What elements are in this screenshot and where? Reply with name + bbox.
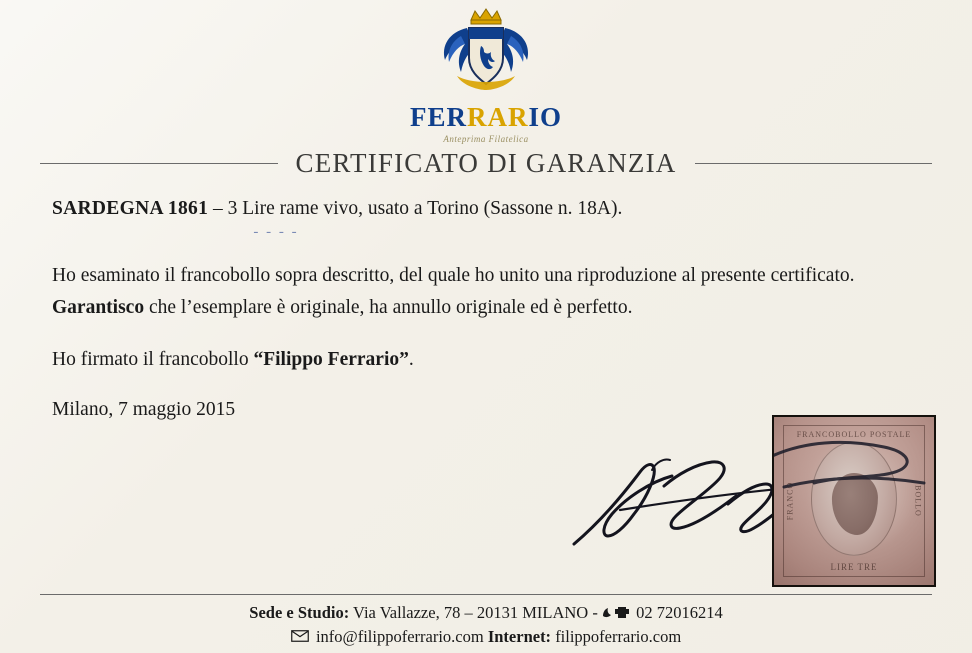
heraldic-crest-icon — [431, 6, 541, 102]
guarantee-text: che l’esemplare è originale, ha annullo originale ed è perfetto. — [144, 297, 633, 318]
place-and-date: Milano, 7 maggio 2015 — [52, 399, 236, 421]
stamp-text-top: FRANCOBOLLO POSTALE — [796, 430, 912, 439]
signed-suffix: . — [408, 348, 414, 370]
signed-name: “Filippo Ferrario” — [253, 348, 409, 370]
guarantee-keyword: Garantisco — [52, 297, 145, 318]
footer — [0, 601, 972, 649]
subject-line — [52, 196, 920, 222]
brand-tagline: Anteprima Filatelica — [443, 134, 529, 144]
brand-part-1: FER — [409, 102, 467, 132]
footer-address-line — [0, 601, 972, 625]
footer-internet-label: Internet: — [487, 626, 552, 646]
brand-part-2: RAR — [466, 102, 529, 132]
subject-rest: – 3 Lire rame vivo, usato a Torino (Sassone n. 18A). — [213, 198, 623, 219]
title-row — [40, 148, 932, 179]
paragraph-examination: Ho esaminato il francobollo sopra descritto, del quale ho unito una riproduzione al presente certificato. — [52, 265, 855, 287]
brand-part-3: IO — [528, 102, 562, 132]
letterhead — [0, 6, 972, 144]
brand-wordmark — [0, 104, 972, 131]
footer-email[interactable]: info@filippoferrario.com — [315, 626, 484, 646]
signed-prefix: Ho firmato il francobollo — [52, 348, 254, 370]
phone-fax-icon — [602, 603, 636, 622]
certificate-body — [52, 196, 920, 421]
stamp-text-left: FRANCO — [785, 481, 795, 521]
subject-bold: SARDEGNA 1861 — [52, 198, 209, 219]
paragraph-guarantee — [52, 294, 920, 322]
stamp-text-right: BOLLO — [913, 485, 923, 517]
postage-stamp-image — [772, 415, 936, 587]
footer-divider — [40, 594, 932, 595]
page-title: CERTIFICATO DI GARANZIA — [295, 148, 677, 178]
stamp-text-bottom: LIRE TRE — [830, 562, 878, 572]
footer-office-label: Sede e Studio: — [249, 603, 350, 622]
title-rule-left — [40, 163, 278, 164]
title-rule-right — [695, 163, 933, 164]
subject-separator: - - - - — [253, 224, 299, 241]
stamp-cancellation-icon — [774, 417, 934, 585]
footer-website[interactable]: filippoferrario.com — [551, 626, 682, 646]
paragraph-signature-note — [52, 346, 920, 374]
footer-contact-line — [0, 625, 972, 649]
footer-address: Via Vallazze, 78 – 20131 MILANO - — [349, 603, 602, 622]
footer-phone: 02 72016214 — [636, 603, 723, 622]
envelope-icon — [291, 627, 313, 646]
